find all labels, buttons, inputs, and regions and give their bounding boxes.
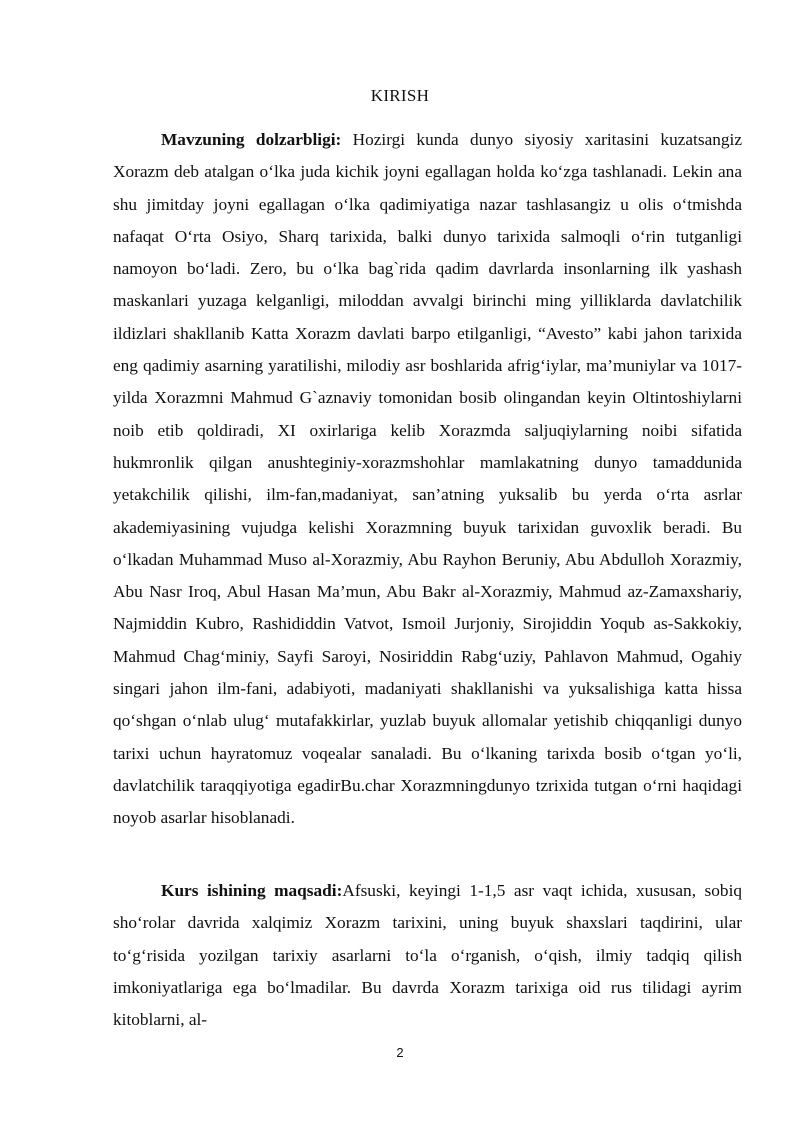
paragraph-lead-goal: Kurs ishining maqsadi: [161, 881, 343, 900]
paragraph-body-relevance: Hozirgi kunda dunyo siyosiy xaritasini kuzatsangiz Xorazm deb atalgan o‘lka juda kichik joyni egallagan holda ko‘zga tashlanadi. Lekin ana shu jimitday joyni egallagan o‘lka qadimiyatiga nazar tashlasangiz u olis o‘tmishda nafaqat O‘rta Osiyo, Sharq tarixida, balki dunyo tarixida salmoqli o‘rin tutganligi namoyon bo‘ladi. Zero, bu o‘lka bag`rida qadim davrlarda insonlarning ilk yashash maskanlari yuzaga kelganligi, miloddan avvalgi birinchi ming yilliklarda davlatchilik ildizlari shakllanib Katta Xorazm davlati barpo etilganligi, “Avesto” kabi jahon tarixida eng qadimiy asarning yaratilishi, milodiy asr boshlarida afrig‘iylar, ma’muniylar va 1017-yilda Xorazmni Mahmud G`aznaviy tomonidan bosib olingandan keyin Oltintoshiylarni noib etib qoldiradi, XI oxirlariga kelib Xorazmda saljuqiylarning noibi sifatida hukmronlik qilgan anushteginiy-xorazmshohlar mamlakatning dunyo tamaddunida yetakchilik qilishi, ilm-fan,madaniyat, san’atning yuksalib bu yerda o‘rta asrlar akademiyasining vujudga kelishi Xorazmning buyuk tarixidan guvoxlik beradi. Bu o‘lkadan Muhammad Muso al-Xorazmiy, Abu Rayhon Beruniy, Abu Abdulloh Xorazmiy, Abu Nasr Iroq, Abul Hasan Ma’mun, Abu Bakr al-Xorazmiy, Mahmud az-Zamaxshariy, Najmiddin Kubro, Rashididdin Vatvot, Ismoil Jurjoniy, Sirojiddin Yoqub as-Sakkokiy, Mahmud Chag‘miniy, Sayfi Saroyi, Nosiriddin Rabg‘uziy, Pahlavon Mahmud, Ogahiy singari jahon ilm-fani, adabiyoti, madaniyati shakllanishi va yuksalishiga katta hissa qo‘shgan o‘nlab ulug‘ mutafakkirlar, yuzlab buyuk allomalar yetishib chiqqanligi dunyo tarixi uchun hayratomuz voqealar sanaladi. Bu o‘lkaning tarixda bosib o‘tgan yo‘li, davlatchilik taraqqiyotiga egadirBu.char Xorazmningdunyo tzrixida tutgan o‘rni haqidagi noyob asarlar hisoblanadi. [113, 130, 742, 828]
paragraph-lead-relevance: Mavzuning dolzarbligi: [161, 130, 342, 149]
paragraph-goal [113, 875, 742, 1036]
page-number: 2 [396, 1045, 404, 1060]
section-title: KIRISH [370, 86, 430, 105]
paragraph-body-goal: Afsuski, keyingi 1-1,5 asr vaqt ichida, xususan, sobiq sho‘rolar davrida xalqimiz Xorazm tarixini, uning buyuk shaxslari taqdirini, ular to‘g‘risida yozilgan tarixiy asarlarni to‘la o‘rganish, o‘qish, ilmiy tadqiq qilish imkoniyatlariga ega bo‘lmadilar. Bu davrda Xorazm tarixiga oid rus tilidagi ayrim kitoblarni, al- [113, 881, 743, 1030]
paragraph-relevance [113, 124, 742, 835]
